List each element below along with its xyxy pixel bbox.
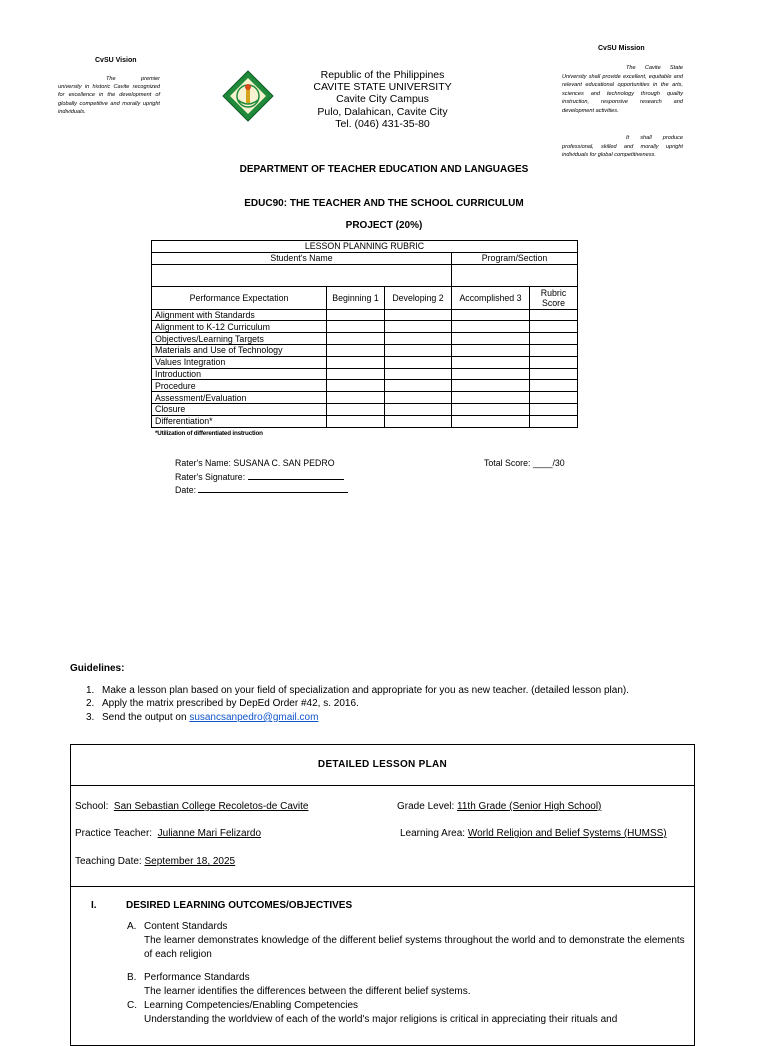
header-line-3: Cavite City Campus (336, 93, 429, 106)
rubric-row (152, 403, 578, 415)
teaching-date-value: September 18, 2025 (144, 856, 236, 867)
dlp-divider (70, 886, 695, 887)
rubric-score-cell[interactable] (327, 368, 385, 380)
school-value: San Sebastian College Recoletos-de Cavite (113, 801, 309, 812)
teaching-date-field: Teaching Date: September 18, 2025 (75, 856, 236, 867)
rater-date-label: Date: (175, 485, 197, 495)
rubric-footnote: *Utilization of differentiated instruction (155, 430, 263, 437)
rubric-score-cell[interactable] (327, 415, 385, 427)
rater-date-line (175, 483, 348, 497)
sub-learning-competencies: C. Learning Competencies/Enabling Competencies Understanding the worldview of each of the world's major religions is critical in appreciating their rituals and (127, 1000, 618, 1026)
rubric-score-cell[interactable] (452, 415, 530, 427)
rubric-score-cell[interactable] (530, 403, 578, 415)
col-header-developing: Developing 2 (385, 286, 452, 309)
rubric-score-cell[interactable] (327, 321, 385, 333)
rubric-row (152, 333, 578, 345)
teacher-value: Julianne Mari Felizardo (157, 828, 262, 839)
guidelines-title: Guidelines: (70, 663, 125, 674)
col-header-beginning: Beginning 1 (327, 286, 385, 309)
total-score: Total Score: ____/30 (484, 458, 565, 468)
dlp-title: DETAILED LESSON PLAN (317, 759, 448, 770)
col-header-accomplished: Accomplished 3 (452, 286, 530, 309)
rubric-criterion: Materials and Use of Technology (152, 344, 327, 356)
rubric-score-cell[interactable] (452, 321, 530, 333)
rubric-score-cell[interactable] (385, 344, 452, 356)
email-link[interactable]: susancsanpedro@gmail.com (189, 711, 319, 723)
rubric-score-cell[interactable] (452, 403, 530, 415)
rubric-score-cell[interactable] (385, 368, 452, 380)
teacher-field: Practice Teacher: Julianne Mari Felizardo (75, 828, 262, 839)
rater-signature-line (175, 470, 348, 484)
rubric-score-cell[interactable] (385, 309, 452, 321)
grade-value: 11th Grade (Senior High School) (457, 801, 602, 812)
rubric-score-cell[interactable] (452, 309, 530, 321)
rubric-score-cell[interactable] (385, 403, 452, 415)
rubric-score-cell[interactable] (452, 380, 530, 392)
rubric-criterion: Alignment with Standards (152, 309, 327, 321)
rubric-score-cell[interactable] (385, 356, 452, 368)
vision-title: CvSU Vision (95, 57, 137, 64)
rubric-score-cell[interactable] (530, 321, 578, 333)
learning-area-value: World Religion and Belief Systems (HUMSS) (467, 828, 667, 839)
rubric-row (152, 392, 578, 404)
rubric-row (152, 321, 578, 333)
rubric-criterion: Closure (152, 403, 327, 415)
rubric-score-cell[interactable] (327, 392, 385, 404)
vision-text: The premier university in historic Cavite recognized for excellence in the development of globally competitive and morally upright individuals. (58, 76, 160, 115)
rubric-score-cell[interactable] (327, 309, 385, 321)
header-line-1: Republic of the Philippines (320, 69, 445, 81)
rubric-score-cell[interactable] (530, 333, 578, 345)
rubric-score-cell[interactable] (385, 392, 452, 404)
rubric-score-cell[interactable] (452, 344, 530, 356)
program-section-label: Program/Section (452, 252, 578, 264)
rubric-row (152, 356, 578, 368)
rubric-criterion: Differentiation* (152, 415, 327, 427)
learning-area-field: Learning Area: World Religion and Belief Systems (HUMSS) (400, 828, 667, 839)
rubric-table (151, 240, 578, 428)
guideline-item: 3. Send the output on susancsanpedro@gmail.com (86, 711, 319, 723)
sub-performance-standards: B. Performance Standards The learner identifies the differences between the different belief systems. (127, 972, 471, 998)
mission-text-2: It shall produce professional, skilled and morally upright individuals for global competitiveness. (562, 135, 683, 159)
grade-field: Grade Level: 11th Grade (Senior High School) (397, 801, 602, 812)
section-heading: I. DESIRED LEARNING OUTCOMES/OBJECTIVES (91, 900, 353, 911)
sub-content-standards: A. Content Standards The learner demonstrates knowledge of the different belief systems throughout the world and to demonstrate the elements of each religion (127, 921, 685, 961)
rubric-score-cell[interactable] (452, 356, 530, 368)
rubric-row (152, 344, 578, 356)
header-line-4: Pulo, Dalahican, Cavite City (317, 105, 448, 118)
project-title: PROJECT (20%) (345, 220, 423, 231)
guidelines-list (86, 684, 726, 724)
rubric-score-cell[interactable] (327, 403, 385, 415)
student-name-cell[interactable] (152, 264, 452, 286)
rubric-score-cell[interactable] (530, 356, 578, 368)
rubric-criterion: Objectives/Learning Targets (152, 333, 327, 345)
school-field: School: San Sebastian College Recoletos-de Cavite (75, 801, 309, 812)
rubric-score-cell[interactable] (530, 415, 578, 427)
rubric-criterion: Assessment/Evaluation (152, 392, 327, 404)
rubric-criterion: Values Integration (152, 356, 327, 368)
rubric-criterion: Introduction (152, 368, 327, 380)
department-title: DEPARTMENT OF TEACHER EDUCATION AND LANGUAGES (239, 164, 529, 175)
rubric-score-cell[interactable] (530, 392, 578, 404)
mission-text: The Cavite State University shall provide excellent, equitable and relevant educational opportunities in the arts, sciences and technology through quality instruction, responsive research and development activities. (562, 65, 683, 114)
mission-title: CvSU Mission (598, 45, 645, 52)
program-section-cell[interactable] (452, 264, 578, 286)
rubric-score-cell[interactable] (327, 344, 385, 356)
rubric-score-cell[interactable] (327, 380, 385, 392)
rubric-row (152, 380, 578, 392)
header-line-5: Tel. (046) 431-35-80 (335, 117, 430, 130)
guideline-item: 2. Apply the matrix prescribed by DepEd Order #42, s. 2016. (86, 698, 359, 710)
rubric-criterion: Procedure (152, 380, 327, 392)
rubric-score-cell[interactable] (327, 356, 385, 368)
rubric-title: LESSON PLANNING RUBRIC (152, 241, 578, 253)
rubric-score-cell[interactable] (385, 415, 452, 427)
rubric-score-cell[interactable] (452, 392, 530, 404)
university-logo (222, 70, 274, 122)
rater-block (175, 458, 348, 497)
rubric-score-cell[interactable] (530, 309, 578, 321)
rubric-criterion: Alignment to K-12 Curriculum (152, 321, 327, 333)
rubric-score-cell[interactable] (385, 380, 452, 392)
rubric-score-cell[interactable] (452, 333, 530, 345)
institution-header (290, 69, 475, 130)
guideline-item: 1. Make a lesson plan based on your field of specialization and appropriate for you as new teacher. (detailed lesson plan). (86, 685, 629, 696)
rubric-score-cell[interactable] (530, 344, 578, 356)
rubric-row (152, 309, 578, 321)
rubric-score-cell[interactable] (327, 333, 385, 345)
rubric-row (152, 368, 578, 380)
rubric-score-cell[interactable] (385, 333, 452, 345)
rater-name: Rater's Name: SUSANA C. SAN PEDRO (175, 458, 335, 468)
student-name-label: Student's Name (152, 252, 452, 264)
col-header-expectation: Performance Expectation (152, 286, 327, 309)
col-header-rubric-score: Rubric Score (530, 286, 578, 309)
rater-signature-label: Rater's Signature: (175, 471, 246, 482)
rubric-score-cell[interactable] (385, 321, 452, 333)
course-title: EDUC90: THE TEACHER AND THE SCHOOL CURRICULUM (244, 198, 524, 209)
rubric-score-cell[interactable] (530, 380, 578, 392)
header-line-2: CAVITE STATE UNIVERSITY (313, 81, 452, 94)
dlp-divider (70, 785, 695, 786)
rubric-score-cell[interactable] (452, 368, 530, 380)
rubric-score-cell[interactable] (530, 368, 578, 380)
rubric-row (152, 415, 578, 427)
